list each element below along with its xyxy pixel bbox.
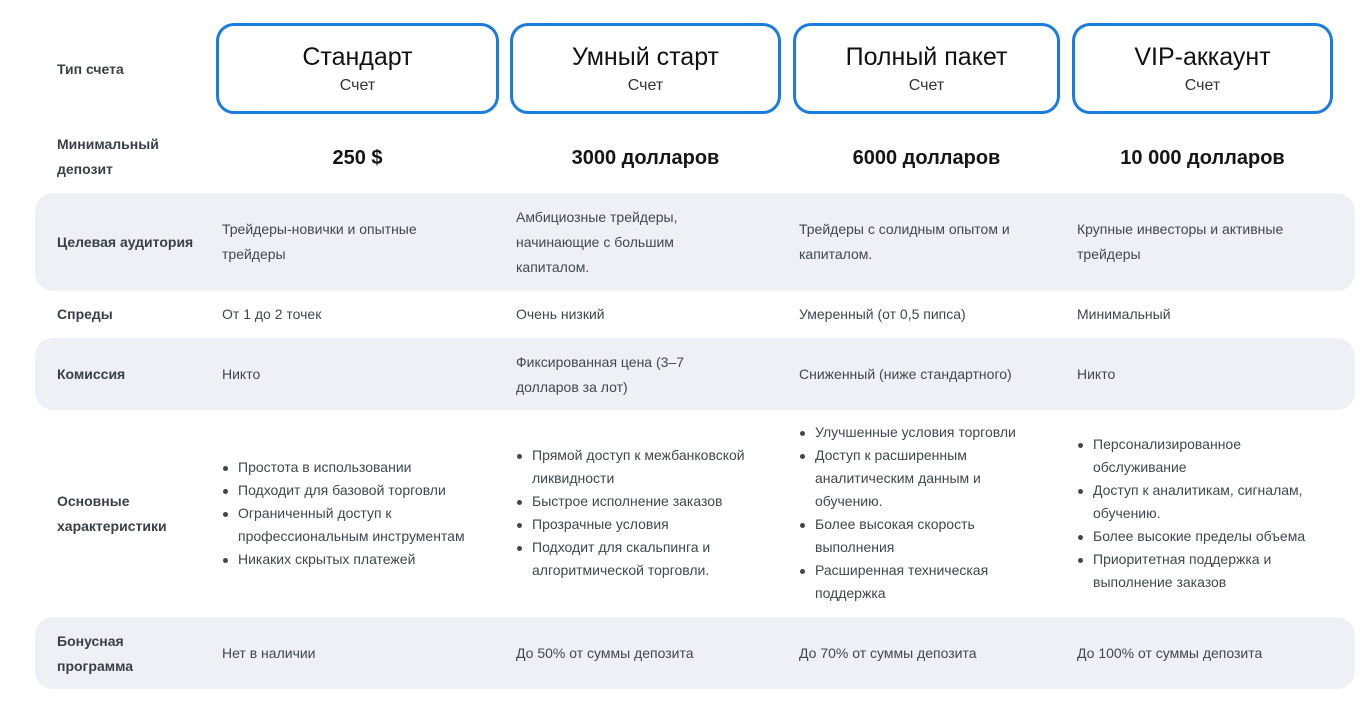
account-card-vip[interactable] [1072, 23, 1333, 114]
row-label-account-type: Тип счета [57, 61, 124, 77]
feature-item: Более высокая скорость выполнения [799, 513, 1009, 559]
feature-item: Никаких скрытых платежей [222, 548, 502, 571]
commission-cell: Фиксированная цена (3–7 долларов за лот) [516, 354, 684, 395]
feature-item: Доступ к аналитикам, сигналам, обучению. [1077, 479, 1339, 525]
row-label-min-deposit: Минимальный депозит [57, 136, 159, 177]
spreads-cell: Умеренный (от 0,5 пипса) [799, 306, 966, 322]
commission-cell: Сниженный (ниже стандартного) [799, 366, 1012, 382]
account-subtitle: Счет [627, 77, 664, 94]
features-list [516, 444, 784, 582]
feature-item: Доступ к расширенным аналитическим данным и обучению. [799, 444, 1039, 513]
account-name: Умный старт [571, 43, 719, 71]
features-list [222, 456, 502, 571]
feature-item: Ограниченный доступ к профессиональным инструментам [222, 502, 497, 548]
bonus-cell: До 70% от суммы депозита [799, 645, 977, 661]
feature-item: Персонализированное обслуживание [1077, 433, 1287, 479]
feature-item: Прозрачные условия [516, 513, 784, 536]
min-deposit-value: 250 $ [332, 147, 383, 169]
min-deposit-value: 6000 долларов [852, 147, 1001, 169]
feature-item: Быстрое исполнение заказов [516, 490, 784, 513]
account-subtitle: Счет [339, 77, 376, 94]
feature-item: Подходит для базовой торговли [222, 479, 502, 502]
audience-cell: Амбициозные трейдеры, начинающие с большим капиталом. [516, 209, 678, 275]
account-name: Полный пакет [845, 43, 1008, 71]
row-label-features: Основные характеристики [57, 493, 167, 534]
account-card-standard[interactable] [216, 23, 499, 114]
account-card-full-package[interactable] [793, 23, 1060, 114]
row-label-spreads: Спреды [57, 306, 113, 322]
feature-item: Подходит для скальпинга и алгоритмической торговли. [516, 536, 741, 582]
bonus-cell: До 50% от суммы депозита [516, 645, 694, 661]
bonus-cell: До 100% от суммы депозита [1077, 645, 1263, 661]
feature-item: Расширенная техническая поддержка [799, 559, 1024, 605]
account-card-smart-start[interactable] [510, 23, 781, 114]
spreads-cell: От 1 до 2 точек [222, 306, 322, 322]
row-label-commission: Комиссия [57, 366, 126, 382]
audience-cell: Крупные инвесторы и активные трейдеры [1077, 221, 1284, 262]
feature-item: Приоритетная поддержка и выполнение заказов [1077, 548, 1307, 594]
features-list [799, 421, 1059, 605]
spreads-cell: Очень низкий [516, 306, 605, 322]
row-label-bonus: Бонусная программа [57, 633, 134, 674]
min-deposit-value: 3000 долларов [571, 147, 720, 169]
commission-cell: Никто [222, 366, 261, 382]
feature-item: Простота в использовании [222, 456, 502, 479]
feature-item: Улучшенные условия торговли [799, 421, 1059, 444]
min-deposit-value: 10 000 долларов [1120, 147, 1285, 169]
audience-cell: Трейдеры-новички и опытные трейдеры [222, 221, 417, 262]
features-list [1077, 433, 1339, 594]
bonus-cell: Нет в наличии [222, 645, 316, 661]
account-name: VIP-аккаунт [1134, 43, 1271, 71]
account-name: Стандарт [302, 43, 413, 71]
feature-item: Более высокие пределы объема [1077, 525, 1339, 548]
row-label-audience: Целевая аудитория [57, 234, 194, 250]
commission-cell: Никто [1077, 366, 1116, 382]
account-subtitle: Счет [1184, 77, 1221, 94]
spreads-cell: Минимальный [1077, 306, 1171, 322]
account-subtitle: Счет [908, 77, 945, 94]
feature-item: Прямой доступ к межбанковской ликвидности [516, 444, 784, 490]
audience-cell: Трейдеры с солидным опытом и капиталом. [799, 221, 1010, 262]
